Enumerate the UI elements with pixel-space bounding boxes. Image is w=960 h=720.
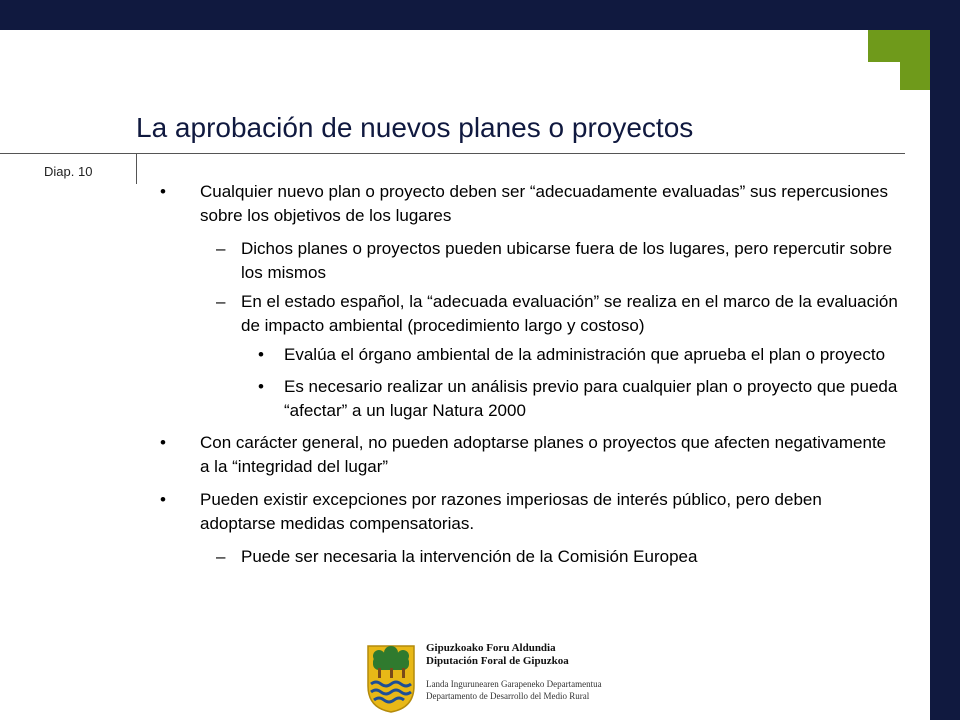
bullet-marker: – bbox=[216, 547, 226, 566]
bullet-item bbox=[160, 431, 900, 479]
bullet-text: Con carácter general, no pueden adoptarse planes o proyectos que afecten negativamente a la “integridad del lugar” bbox=[200, 433, 887, 476]
bullet-text: Puede ser necesaria la intervención de la Comisión Europea bbox=[241, 547, 698, 566]
bullet-item bbox=[160, 290, 900, 338]
bullet-marker: • bbox=[160, 490, 166, 509]
bullet-text: Pueden existir excepciones por razones imperiosas de interés público, pero deben adoptarse medidas compensatorias. bbox=[200, 490, 822, 533]
bullet-text: Es necesario realizar un análisis previo para cualquier plan o proyecto que pueda “afectar” a un lugar Natura 2000 bbox=[284, 377, 898, 420]
logo-line-3: Landa Ingurunearen Garapeneko Departamentua bbox=[426, 679, 602, 689]
bullet-marker: • bbox=[160, 433, 166, 452]
coat-of-arms-icon bbox=[364, 642, 418, 714]
bullet-marker: • bbox=[160, 182, 166, 201]
logo-text bbox=[426, 642, 602, 702]
number-divider bbox=[136, 153, 137, 184]
bullet-text: Evalúa el órgano ambiental de la administración que aprueba el plan o proyecto bbox=[284, 345, 886, 364]
bullet-marker: – bbox=[216, 292, 226, 311]
logo-line-4: Departamento de Desarrollo del Medio Rural bbox=[426, 691, 590, 701]
bullet-item bbox=[160, 488, 900, 536]
bullet-item bbox=[160, 343, 900, 367]
bullet-marker: • bbox=[258, 345, 264, 364]
bullet-text: Dichos planes o proyectos pueden ubicarse fuera de los lugares, pero repercutir sobre los mismos bbox=[241, 239, 893, 282]
bullet-list bbox=[160, 180, 900, 574]
top-bar bbox=[0, 0, 960, 30]
decor-square-small bbox=[900, 62, 930, 90]
bullet-item bbox=[160, 375, 900, 423]
decor-square-large bbox=[868, 30, 930, 62]
bullet-item bbox=[160, 545, 900, 569]
bullet-item bbox=[160, 237, 900, 285]
institution-logo bbox=[360, 640, 600, 716]
bullet-text: En el estado español, la “adecuada evaluación” se realiza en el marco de la evaluación de impacto ambiental (procedimiento largo y costoso) bbox=[241, 292, 898, 335]
bullet-marker: • bbox=[258, 377, 264, 396]
bullet-item bbox=[160, 180, 900, 228]
bullet-marker: – bbox=[216, 239, 226, 258]
slide-number: Diap. 10 bbox=[44, 164, 93, 179]
logo-line-2: Diputación Foral de Gipuzkoa bbox=[426, 655, 569, 667]
logo-line-1: Gipuzkoako Foru Aldundia bbox=[426, 642, 556, 654]
right-bar bbox=[930, 30, 960, 720]
slide-title: La aprobación de nuevos planes o proyectos bbox=[136, 112, 694, 143]
bullet-text: Cualquier nuevo plan o proyecto deben ser “adecuadamente evaluadas” sus repercusiones sobre los objetivos de los lugares bbox=[200, 182, 888, 225]
